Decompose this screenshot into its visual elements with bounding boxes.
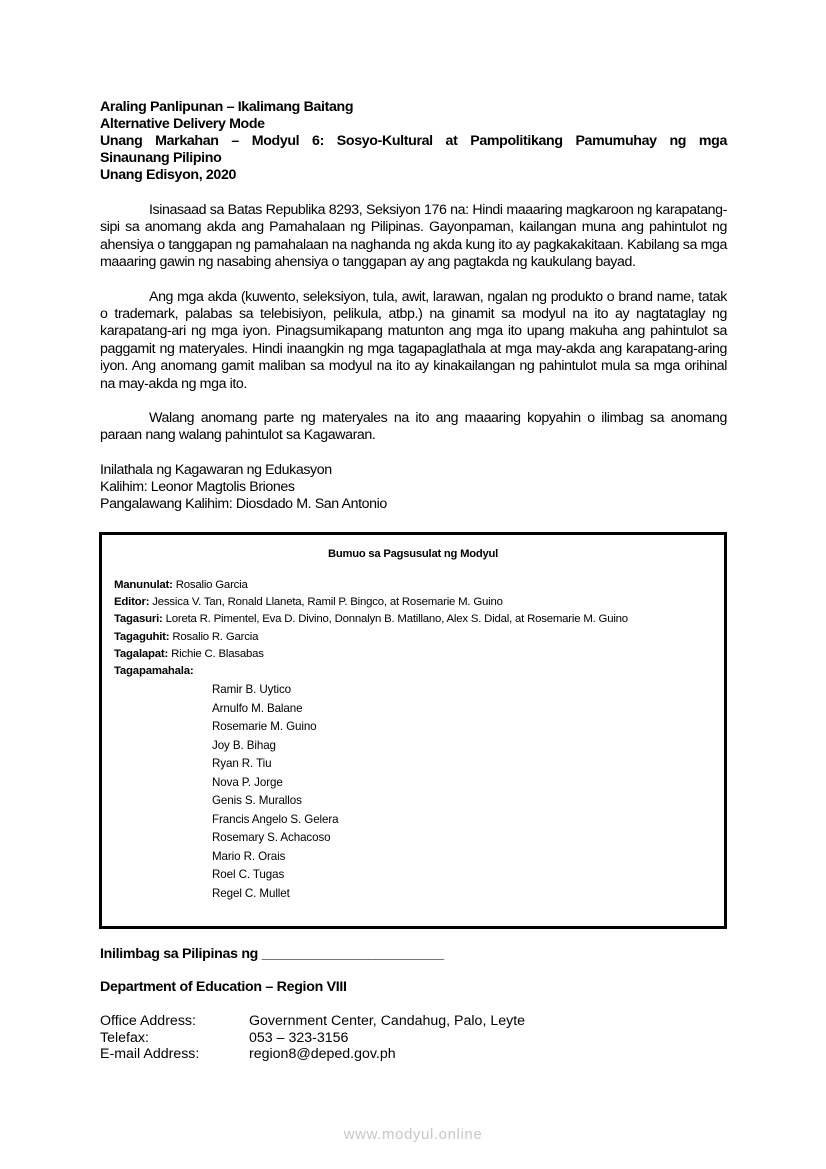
credit-names: Jessica V. Tan, Ronald Llaneta, Ramil P. Bingco, at Rosemarie M. Guino	[152, 596, 503, 609]
published-by: Inilathala ng Kagawaran ng Edukasyon	[100, 461, 332, 478]
title-block	[100, 99, 727, 184]
credit-role: Editor:	[114, 596, 150, 609]
undersecretary: Pangalawang Kalihim: Diosdado M. San Antonio	[100, 495, 387, 512]
credit-role: Tagalapat:	[114, 647, 169, 660]
manager-name: Arnulfo M. Balane	[212, 701, 303, 715]
contact-label: Telefax:	[100, 1029, 149, 1046]
credit-row-editor	[114, 594, 628, 611]
copyright-paragraph-2: Ang mga akda (kuwento, seleksiyon, tula, awit, larawan, ngalan ng produkto o brand name, tatak o trademark, palabas sa telebisiyon, pelikula, atbp.) na ginamit sa modyul na ito ay nagtataglay ng karapatang-ari ng mga iyon. Pinagsumikapang matunton ang mga ito upang makuha ang pahintulot sa paggamit ng materyales. Hindi inaangkin ng mga tagapaglathala at mga may-akda ang karapatang-aring iyon. Ang anomang gamit maliban sa modyul na ito ay kinakailangan ng pahintulot mula sa mga orihinal na may-akda ng mga ito.	[100, 288, 727, 392]
credits-roles	[114, 577, 628, 680]
contact-row-telefax	[100, 1030, 525, 1047]
contact-value: region8@deped.gov.ph	[249, 1046, 396, 1062]
module-title-line-1: Unang Markahan – Modyul 6: Sosyo-Kultural at Pampolitikang Pamumuhay ng mga	[100, 133, 727, 149]
copyright-paragraph-3: Walang anomang parte ng materyales na ito ang maaaring kopyahin o ilimbag sa anomang paraan nang walang pahintulot sa Kagawaran.	[100, 410, 727, 444]
contact-value: 053 – 323-3156	[249, 1029, 349, 1046]
contact-row-address	[100, 1013, 525, 1030]
manager-name: Regel C. Mullet	[212, 886, 290, 900]
publisher-block	[100, 462, 727, 513]
credit-row-management	[114, 663, 628, 680]
credit-names: Rosalio R. Garcia	[172, 630, 259, 643]
credit-row-illustrator	[114, 629, 628, 646]
contact-row-email	[100, 1046, 525, 1063]
copyright-page	[100, 99, 727, 513]
credit-row-layout-artist	[114, 646, 628, 663]
contact-details	[100, 1013, 525, 1063]
credits-box	[99, 532, 727, 929]
module-title-line-2: Sinaunang Pilipino	[100, 150, 222, 166]
credit-role: Manunulat:	[114, 579, 173, 591]
manager-name: Roel C. Tugas	[212, 868, 285, 881]
region-office-title: Department of Education – Region VIII	[100, 979, 347, 995]
watermark: www.modyul.online	[343, 1126, 483, 1143]
subject-title: Araling Panlipunan – Ikalimang Baitang	[100, 99, 354, 115]
manager-name: Ryan R. Tiu	[212, 757, 272, 770]
manager-name: Nova P. Jorge	[212, 775, 283, 789]
credit-role: Tagaguhit:	[114, 630, 170, 643]
manager-name: Genis S. Murallos	[212, 794, 302, 807]
credit-names: Rosalio Garcia	[175, 579, 248, 591]
manager-name: Joy B. Bihag	[212, 738, 276, 752]
contact-label: E-mail Address:	[100, 1046, 200, 1062]
credit-names: Loreta R. Pimentel, Eva D. Divino, Donnalyn B. Matillano, Alex S. Didal, at Rosemarie M. Guino	[165, 613, 628, 626]
management-team-list	[212, 681, 338, 903]
delivery-mode: Alternative Delivery Mode	[100, 116, 265, 132]
edition: Unang Edisyon, 2020	[100, 167, 237, 183]
credit-role: Tagasuri:	[114, 613, 163, 626]
secretary: Kalihim: Leonor Magtolis Briones	[100, 478, 295, 495]
manager-name: Ramir B. Uytico	[212, 683, 292, 696]
credits-title: Bumuo sa Pagsusulat ng Modyul	[327, 548, 499, 560]
manager-name: Rosemarie M. Guino	[212, 720, 317, 733]
credit-names: Richie C. Blasabas	[171, 647, 264, 660]
contact-value: Government Center, Candahug, Palo, Leyte	[249, 1013, 526, 1029]
manager-name: Rosemary S. Achacoso	[212, 831, 331, 844]
manager-name: Francis Angelo S. Gelera	[212, 812, 339, 826]
printed-in-line: Inilimbag sa Pilipinas ng ________________________	[100, 946, 444, 962]
copyright-paragraph-1: Isinasaad sa Batas Republika 8293, Seksiyon 176 na: Hindi maaaring magkaroon ng karapatang-sipi sa anomang akda ang Pamahalaan ng Pilipinas. Gayonpaman, kailangan muna ang pahintulot ng ahensiya o tanggapan ng pamahalaan na naghanda ng akda kung ito ay pagkakakitaan. Kabilang sa mga maaaring gawin ng nasabing ahensiya o tanggapan ay ang pagtakda ng kaukulang bayad.	[100, 202, 727, 271]
manager-name: Mario R. Orais	[212, 849, 286, 863]
credit-row-reviewer	[114, 611, 628, 628]
credit-row-writer	[114, 577, 628, 594]
contact-label: Office Address:	[100, 1013, 196, 1029]
credit-role: Tagapamahala:	[114, 665, 194, 678]
